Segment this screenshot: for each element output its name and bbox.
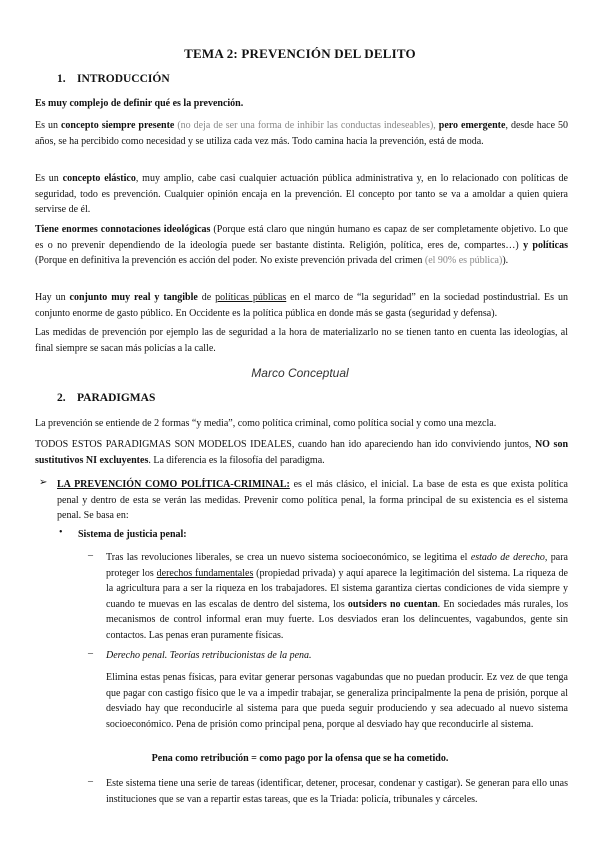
section-heading-introduccion (57, 73, 170, 85)
paragraph-politicas-publicas: Hay un conjunto muy real y tangible de políticas públicas en el marco de “la seguridad” en la sociedad postindustrial. Es un conjunto enorme de gasto público. En Occidente es la política pública en donde más se gasta (seguridad y defensa). (35, 292, 568, 319)
paragraph-modelos-ideales: TODOS ESTOS PARADIGMAS SON MODELOS IDEALES, cuando han ido apareciendo han ido conviviendo juntos, NO son sustitutivos NI excluyentes. La diferencia es la filosofía del paradigma. (35, 439, 569, 466)
section-number: 2. (57, 392, 66, 404)
dash-bullet-icon: – (88, 776, 93, 787)
paragraph-concepto-elastico: Es un concepto elástico, muy amplio, cabe casi cualquier actuación pública administrativa y, en lo relacionado con políticas de seguridad, todo es prevención. Cualquier opinión encaja en la prevención. El concepto por tanto se va a amoldar a quien quiera servirse de él. (35, 173, 568, 215)
paragraph-connotaciones: Tiene enormes connotaciones ideológicas (Porque está claro que ningún humano es capaz de ser completamente objetivo. Lo que es o no prevenir dependiendo de la ideología puede ser bastante distinta. Religión, política, eres de, compartes…) y políticas (Porque en definitiva la prevención es acción del poder. No existe prevención privada del crimen (el 90% es pública)). (35, 224, 568, 266)
page-title: TEMA 2: PREVENCIÓN DEL DELITO (184, 46, 416, 61)
paragraph-revoluciones-liberales: Tras las revoluciones liberales, se crea un nuevo sistema socioeconómico, se legitima el estado de derecho, para proteger los derechos fundamentales (propiedad privada) y aquí aparece la legitimación del sistema. La riqueza de la agricultura para a ser la riqueza en los trabajadores. El sistema garantiza ciertas condiciones de vida siempre y cuando te muevas en las escalas de dentro del sistema, los outsiders no cuentan. En sociedades más rurales, los mecanismos de control informal eran muy fuerte. Los desviados eran los delincuentes, vagabundos, gente sin contactos. Las penas eran puramente físicas. (106, 552, 568, 641)
intro-lead-sentence: Es muy complejo de definir qué es la prevención. (35, 98, 244, 109)
paragraph-politica-criminal: LA PREVENCIÓN COMO POLÍTICA-CRIMINAL: es el más clásico, el inicial. La base de esta es que exista política penal y dentro de esta se verán las medidas. Prevenir como política penal, la forma principal de su existencia es el sistema penal. Se basa en: (57, 479, 568, 521)
paragraph-medidas: Las medidas de prevención por ejemplo las de seguridad a la hora de materializarlo no se tienen tanto en cuenta las ideologías, al final siempre se sacan más policías a la calle. (35, 327, 568, 354)
section-number: 1. (57, 73, 66, 85)
arrow-bullet-icon: ➢ (39, 477, 48, 488)
paragraph-triada: Este sistema tiene una serie de tareas (identificar, detener, procesar, condenar y castigar). Se generan para ello unas instituciones que se van a repartir estas tareas, que es la Triada: policía, tribunales y cárceles. (106, 778, 568, 805)
paragraph-concepto-presente: Es un concepto siempre presente (no deja de ser una forma de inhibir las conductas indeseables), pero emergente, desde hace 50 años, se ha percibido como necesidad y se utiliza cada vez más. Todo camina hacia la prevención, está de moda. (35, 120, 569, 147)
paragraph-formas: La prevención se entiende de 2 formas “y media”, como política criminal, como política social y como una mezcla. (35, 418, 497, 429)
paragraph-elimina-penas: Elimina estas penas físicas, para evitar generar personas vagabundas que no puedan producir. Ez vez de que tenga que pagar con castigo físico que le va a impedir trabajar, se generaliza principalmente la pena de prisión, porque al desviado hay que reconducirle al sistema para que pueda seguir produciendo y sea adecuado al nuevo sistema socioeconómico. Pena de prisión como principal pena, porque al desviado hay que reconducirle al sistema. (106, 672, 568, 730)
pena-retribucion-statement: Pena como retribución = como pago por la ofensa que se ha cometido. (151, 753, 449, 764)
marco-conceptual-heading: Marco Conceptual (251, 366, 349, 380)
dot-bullet-icon: • (59, 527, 63, 538)
sistema-justicia-penal-label: Sistema de justicia penal: (78, 529, 187, 540)
derecho-penal-subheading: Derecho penal. Teorías retribucionistas de la pena. (106, 650, 312, 661)
section-title: PARADIGMAS (77, 392, 156, 404)
dash-bullet-icon: – (88, 550, 93, 561)
section-heading-paradigmas (57, 392, 155, 404)
dash-bullet-icon: – (88, 648, 93, 659)
section-title: INTRODUCCIÓN (77, 73, 170, 85)
